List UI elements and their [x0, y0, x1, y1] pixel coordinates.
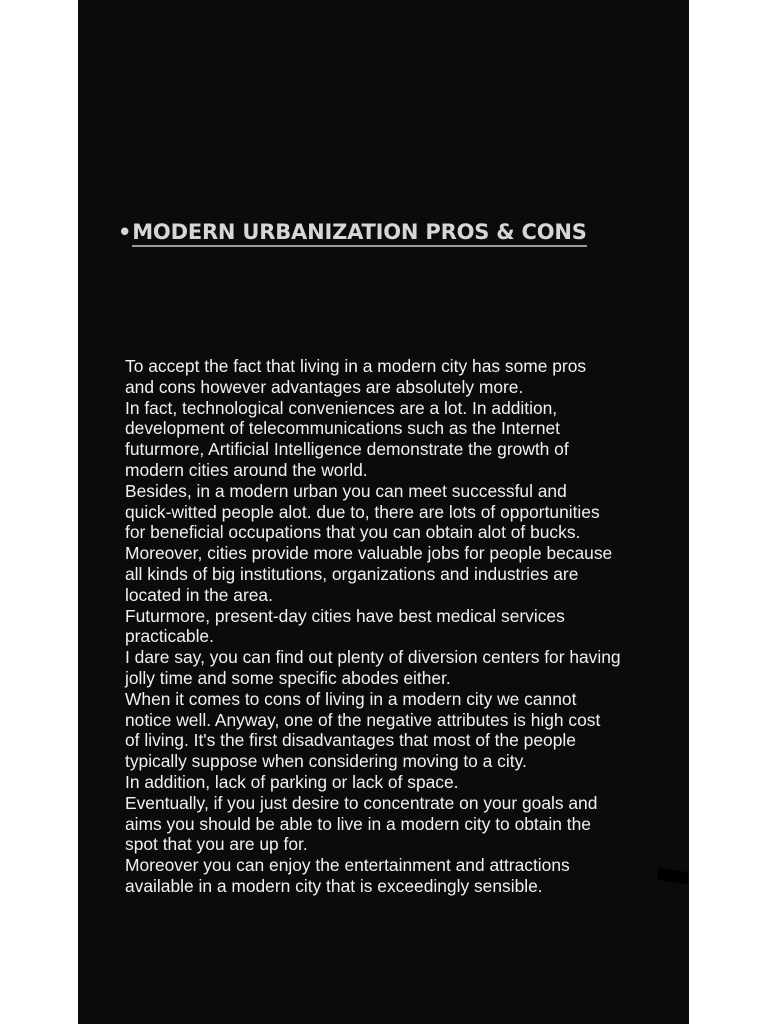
body-line: In fact, technological conveniences are a lot. In addition,: [125, 397, 558, 418]
body-line: modern cities around the world.: [125, 459, 368, 480]
body-line: quick-witted people alot. due to, there are lots of opportunities: [125, 501, 600, 522]
body-line: Moreover you can enjoy the entertainment and attractions: [125, 855, 570, 876]
document-title: [118, 220, 587, 244]
body-line: notice well. Anyway, one of the negative attributes is high cost: [125, 709, 601, 730]
document-panel: [78, 0, 689, 1024]
body-line: Besides, in a modern urban you can meet successful and: [125, 480, 567, 501]
body-line: When it comes to cons of living in a modern city we cannot: [125, 688, 577, 709]
body-line: located in the area.: [125, 584, 273, 605]
body-line: Futurmore, present-day cities have best medical services: [125, 605, 565, 626]
body-line: available in a modern city that is exceedingly sensible.: [125, 875, 543, 896]
title-text: MODERN URBANIZATION PROS & CONS: [132, 220, 586, 247]
body-line: aims you should be able to live in a modern city to obtain the: [125, 813, 591, 834]
body-line: and cons however advantages are absolutely more.: [125, 376, 524, 397]
body-line: Eventually, if you just desire to concentrate on your goals and: [125, 792, 598, 813]
body-line: To accept the fact that living in a modern city has some pros: [125, 356, 587, 376]
body-line: Moreover, cities provide more valuable jobs for people because: [125, 543, 613, 564]
body-line: practicable.: [125, 626, 214, 647]
body-line: for beneficial occupations that you can obtain alot of bucks.: [125, 522, 581, 543]
body-line: all kinds of big institutions, organizations and industries are: [125, 563, 579, 584]
body-line: development of telecommunications such as the Internet: [125, 418, 561, 439]
body-line: of living. It's the first disadvantages that most of the people: [125, 730, 576, 751]
body-line: typically suppose when considering moving to a city.: [125, 751, 527, 772]
body-line: spot that you are up for.: [125, 834, 308, 855]
body-line: In addition, lack of parking or lack of space.: [125, 771, 459, 792]
title-bullet: •: [118, 220, 132, 244]
body-line: jolly time and some specific abodes either.: [125, 667, 451, 688]
body-line: futurmore, Artificial Intelligence demonstrate the growth of: [125, 439, 569, 460]
document-body: [125, 356, 685, 897]
body-line: I dare say, you can find out plenty of diversion centers for having: [125, 647, 621, 668]
